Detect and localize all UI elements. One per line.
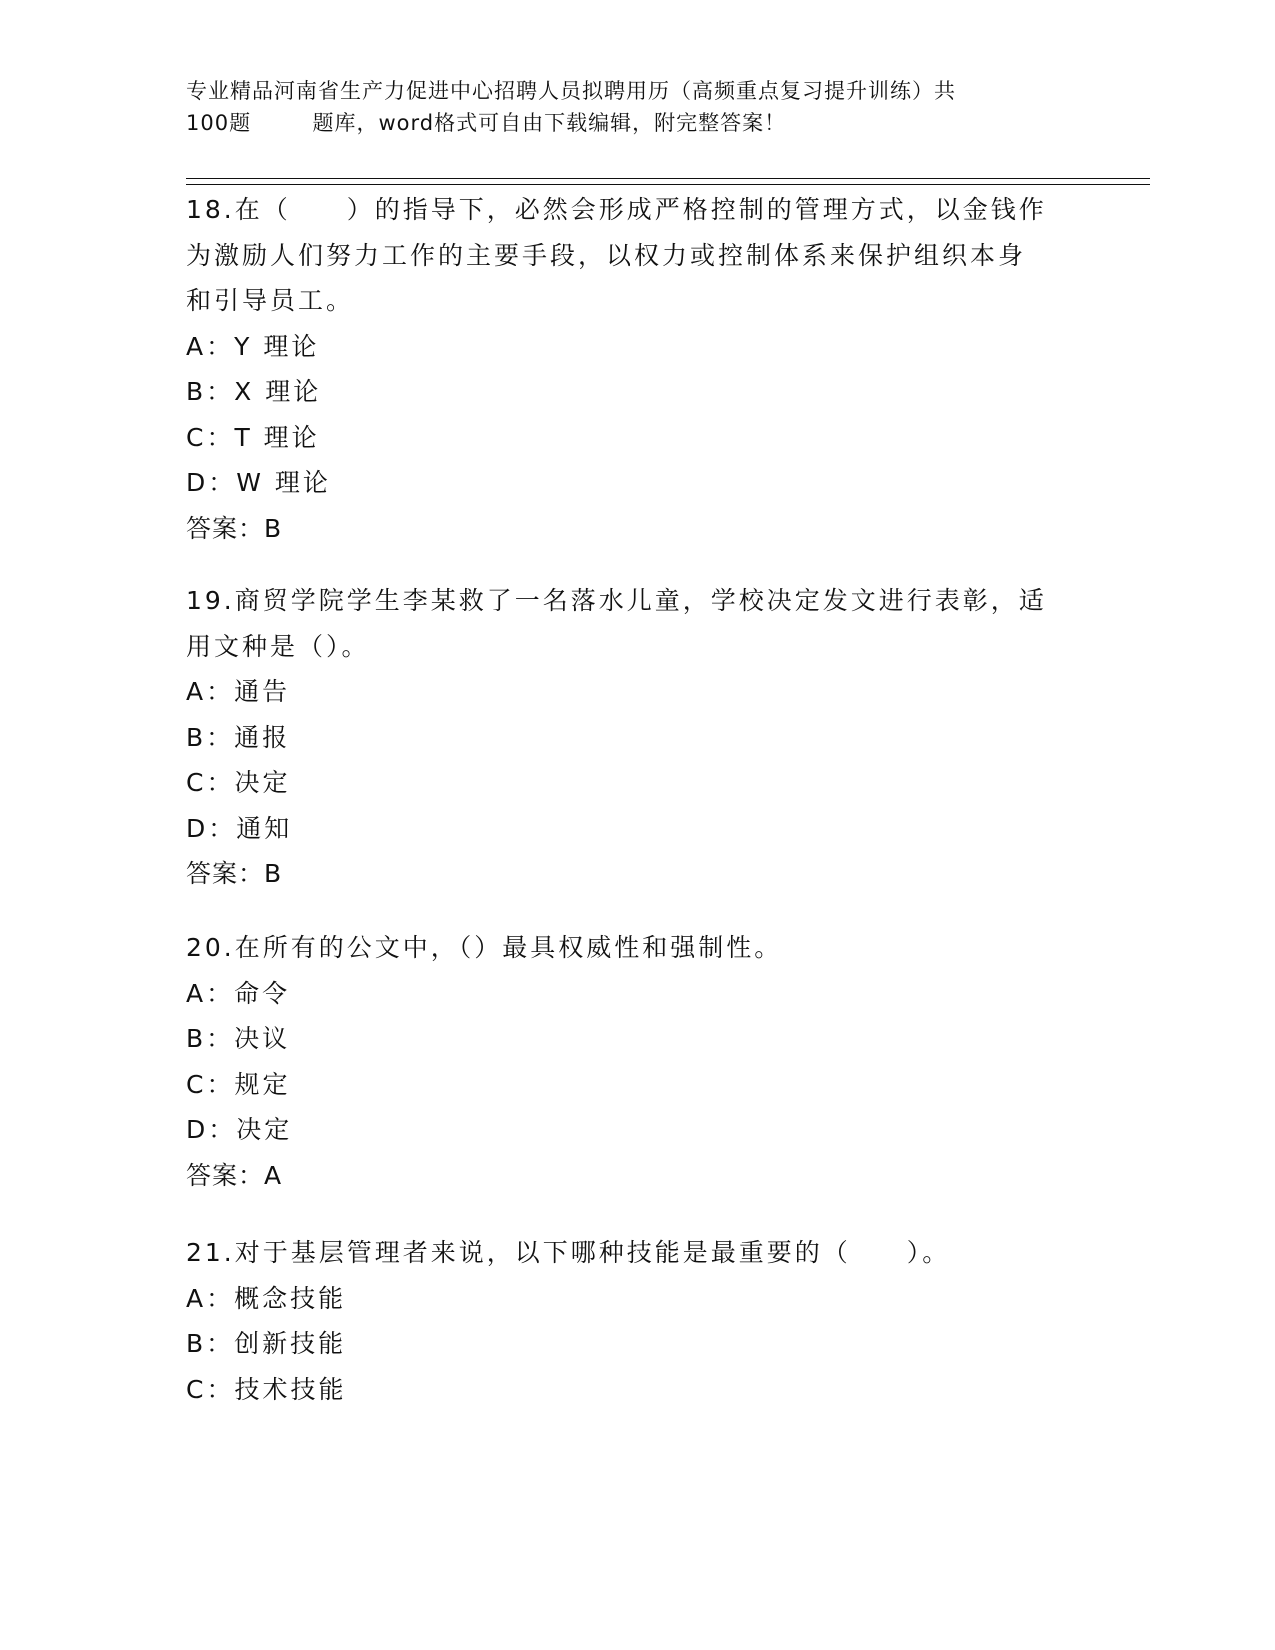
stem-line: 和引导员工。 [186, 286, 355, 315]
option-c: C：技术技能 [186, 1374, 347, 1404]
header-line-1: 专业精品河南省生产力促进中心招聘人员拟聘用历（高频重点复习提升训练）共 [186, 79, 956, 103]
stem-line: 18.在（ ）的指导下，必然会形成严格控制的管理方式，以金钱作 [186, 195, 1047, 224]
option-a: A：概念技能 [186, 1283, 347, 1313]
question-19 [186, 578, 1086, 897]
option-b: B：决议 [186, 1024, 291, 1053]
option-b: B：X 理论 [186, 377, 322, 406]
option-b: B：创新技能 [186, 1329, 347, 1358]
option-a: A：通告 [186, 677, 291, 706]
question-stem [186, 187, 1086, 324]
answer: 答案：B [186, 859, 283, 888]
option-a: A：命令 [186, 978, 291, 1008]
header-rule-bottom [186, 184, 1150, 185]
answer: 答案：B [186, 513, 283, 543]
question-20 [186, 925, 1086, 1198]
stem-line: 为激励人们努力工作的主要手段，以权力或控制体系来保护组织本身 [186, 240, 1027, 270]
question-stem [186, 925, 1086, 971]
header-line-2: 100题 题库，word格式可自由下载编辑，附完整答案！ [186, 111, 787, 135]
stem-line: 19.商贸学院学生李某救了一名落水儿童，学校决定发文进行表彰，适 [186, 586, 1047, 615]
option-d: D：决定 [186, 1115, 293, 1144]
document-header [186, 75, 1086, 139]
question-18 [186, 187, 1086, 551]
option-c: C：规定 [186, 1069, 291, 1099]
option-d: D：W 理论 [186, 468, 331, 497]
answer: 答案：A [186, 1160, 283, 1190]
question-21 [186, 1230, 1086, 1412]
header-rule-top [186, 178, 1150, 179]
question-stem [186, 1230, 1086, 1276]
stem-line: 20.在所有的公文中，（）最具权威性和强制性。 [186, 933, 783, 962]
stem-line: 21.对于基层管理者来说，以下哪种技能是最重要的（ ）。 [186, 1238, 951, 1267]
option-b: B：通报 [186, 722, 291, 752]
stem-line: 用文种是（）。 [186, 631, 370, 661]
question-stem [186, 578, 1086, 669]
option-a: A：Y 理论 [186, 331, 320, 361]
option-c: C：决定 [186, 768, 291, 797]
option-c: C：T 理论 [186, 422, 320, 452]
option-d: D：通知 [186, 813, 293, 843]
